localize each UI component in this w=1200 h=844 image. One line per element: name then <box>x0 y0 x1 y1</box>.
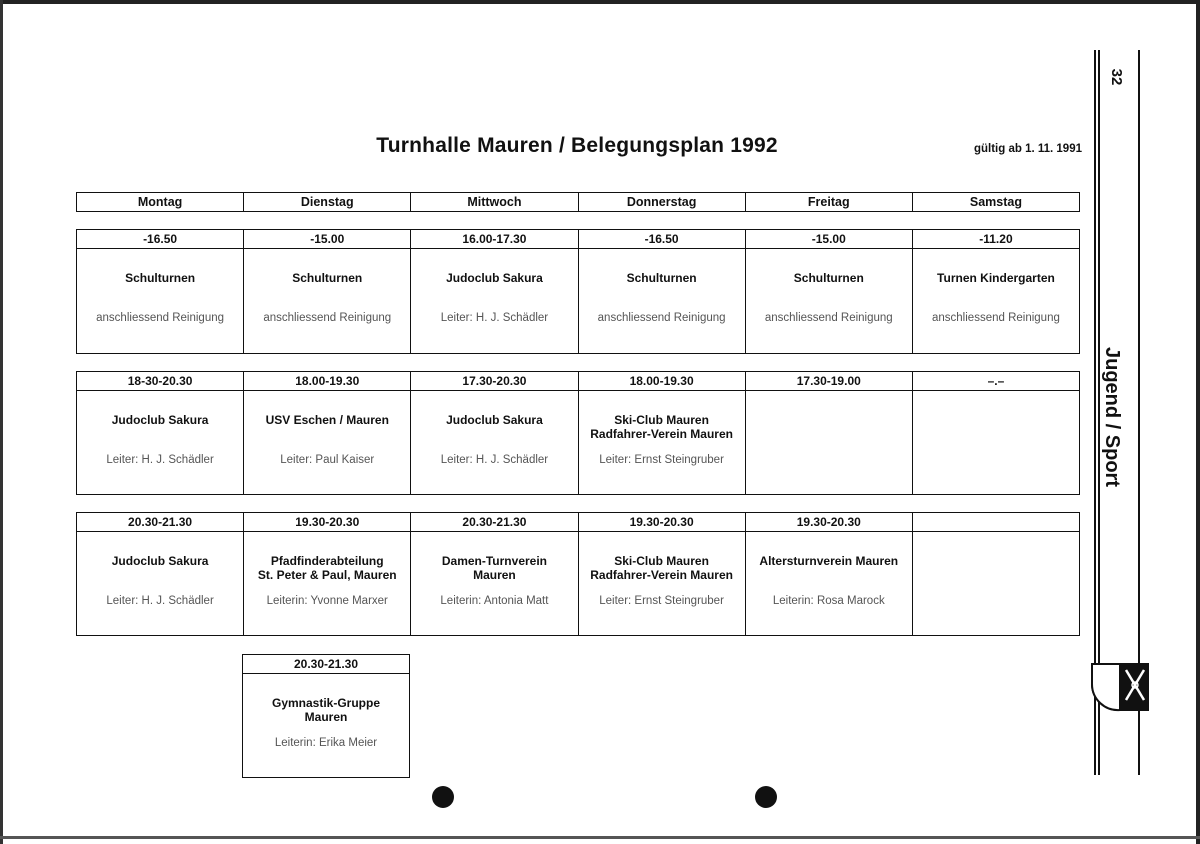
schedule-cell <box>913 249 1079 353</box>
schedule-cell <box>244 391 411 494</box>
time-slot <box>913 513 1079 531</box>
activity-name: Schulturnen <box>292 271 363 285</box>
activity-name: Schulturnen <box>793 271 864 285</box>
time-slot: -11.20 <box>979 232 1013 246</box>
activity-note: Leiter: H. J. Schädler <box>440 454 549 466</box>
scan-edge-top <box>0 0 1200 4</box>
schedule-cell <box>913 532 1079 635</box>
time-slot: -16.50 <box>77 230 244 248</box>
day-header-dienstag: Dienstag <box>244 193 411 211</box>
activity-note: Leiter: Paul Kaiser <box>280 454 375 466</box>
activity-note: Leiterin: Antonia Matt <box>440 595 549 607</box>
schedule-cell <box>77 391 244 494</box>
day-header-mittwoch: Mittwoch <box>411 193 578 211</box>
schedule-cell <box>746 249 913 353</box>
activity-note: Leiterin: Erika Meier <box>274 737 378 749</box>
schedule-cell <box>244 249 411 353</box>
schedule-cell <box>411 532 578 635</box>
schedule-cell <box>746 391 913 494</box>
time-slot: 16.00-17.30 <box>411 230 578 248</box>
time-slot: -15.00 <box>746 230 913 248</box>
time-slot: 17.30-20.30 <box>411 372 578 390</box>
schedule-cell <box>411 391 578 494</box>
page-title: Turnhalle Mauren / Belegungsplan 1992 <box>376 134 778 157</box>
time-slot: -15.00 <box>244 230 411 248</box>
content-row <box>243 674 409 777</box>
schedule-block-2 <box>76 371 1080 495</box>
day-header-donnerstag: Donnerstag <box>579 193 746 211</box>
activity-name: USV Eschen / Mauren <box>265 413 389 427</box>
activity-note: anschliessend Reinigung <box>597 312 726 324</box>
activity-name: Schulturnen <box>125 271 196 285</box>
schedule-cell <box>579 532 746 635</box>
activity-name: Judoclub Sakura <box>111 554 209 568</box>
time-row <box>77 372 1079 391</box>
schedule-cell <box>579 391 746 494</box>
activity-note: Leiter: H. J. Schädler <box>440 312 549 324</box>
time-slot: 17.30-19.00 <box>746 372 913 390</box>
valid-from: gültig ab 1. 11. 1991 <box>973 143 1082 155</box>
activity-note: anschliessend Reinigung <box>932 312 1060 324</box>
content-row <box>77 249 1079 353</box>
time-slot: 19.30-20.30 <box>746 513 913 531</box>
schedule-cell <box>579 249 746 353</box>
activity-note: anschliessend Reinigung <box>263 312 392 324</box>
schedule-cell <box>77 249 244 353</box>
schedule-cell <box>913 391 1079 494</box>
day-header-montag: Montag <box>77 193 244 211</box>
time-row <box>243 655 409 674</box>
activity-note: Leiter: Ernst Steingruber <box>599 454 724 466</box>
activity-note: Leiter: H. J. Schädler <box>106 454 214 466</box>
schedule-cell <box>746 532 913 635</box>
activity-note: Leiterin: Yvonne Marxer <box>266 595 388 607</box>
activity-name: Damen-Turnverein Mauren <box>441 554 547 582</box>
activity-name: Schulturnen <box>626 271 697 285</box>
time-slot: -16.50 <box>579 230 746 248</box>
time-slot: –.– <box>987 374 1005 388</box>
activity-name: Altersturnverein Mauren <box>759 554 899 568</box>
schedule-block-extra <box>242 654 410 778</box>
section-title: Jugend / Sport <box>1101 347 1123 487</box>
schedule-block-1 <box>76 229 1080 354</box>
activity-name: Judoclub Sakura <box>446 271 543 285</box>
schedule-cell <box>243 674 409 777</box>
coat-of-arms-icon <box>1090 660 1152 716</box>
activity-note: Leiter: Ernst Steingruber <box>599 595 724 607</box>
time-slot: 18.00-19.30 <box>579 372 746 390</box>
time-slot: 19.30-20.30 <box>579 513 746 531</box>
time-slot: 18-30-20.30 <box>77 372 244 390</box>
punch-hole-left <box>432 786 454 808</box>
scan-edge-left <box>0 0 3 844</box>
time-slot: 20.30-21.30 <box>411 513 578 531</box>
scan-edge-bottom <box>0 836 1200 839</box>
activity-note: Leiterin: Rosa Marock <box>772 595 885 607</box>
activity-name: Judoclub Sakura <box>446 413 543 427</box>
content-row <box>77 391 1079 494</box>
content-row <box>77 532 1079 635</box>
schedule-cell <box>411 249 578 353</box>
activity-note: anschliessend Reinigung <box>764 312 893 324</box>
schedule-cell <box>244 532 411 635</box>
day-header-freitag: Freitag <box>746 193 913 211</box>
scan-edge-right <box>1196 0 1200 844</box>
activity-note: Leiter: H. J. Schädler <box>106 595 214 607</box>
page-number: 32 <box>1108 68 1125 86</box>
punch-hole-right <box>755 786 777 808</box>
activity-name: Judoclub Sakura <box>111 413 209 427</box>
time-slot: 20.30-21.30 <box>77 513 244 531</box>
time-row <box>77 230 1079 249</box>
schedule-block-3 <box>76 512 1080 636</box>
activity-name: Pfadfinderabteilung St. Peter & Paul, Mauren <box>257 554 397 582</box>
time-slot: 20.30-21.30 <box>293 657 359 671</box>
activity-name: Turnen Kindergarten <box>937 271 1055 285</box>
time-row <box>77 513 1079 532</box>
day-header-row <box>76 192 1080 212</box>
day-header-samstag: Samstag <box>969 195 1022 209</box>
schedule-cell <box>77 532 244 635</box>
activity-name: Ski-Club Mauren Radfahrer-Verein Mauren <box>590 413 733 441</box>
time-slot: 18.00-19.30 <box>244 372 411 390</box>
activity-note: anschliessend Reinigung <box>96 312 225 324</box>
time-slot: 19.30-20.30 <box>244 513 411 531</box>
activity-name: Ski-Club Mauren Radfahrer-Verein Mauren <box>590 554 733 582</box>
activity-name: Gymnastik-Gruppe Mauren <box>271 696 381 724</box>
